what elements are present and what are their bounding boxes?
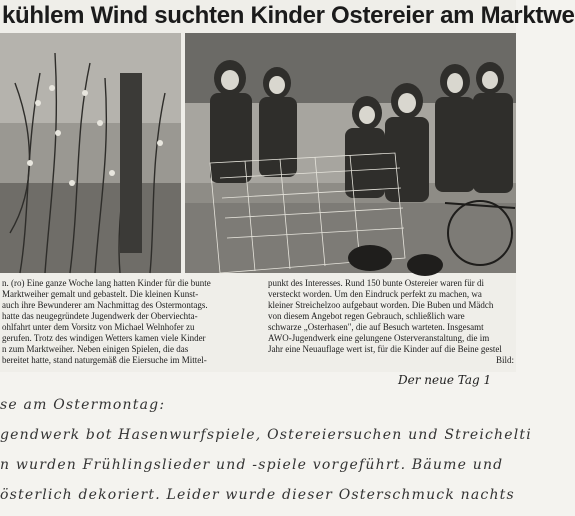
caption-line: AWO-Jugendwerk eine gelungene Osterveranstaltung, die im bbox=[268, 333, 490, 343]
caption-line: kleiner Streichelzoo aufgebaut worden. Die Buben und Mädch bbox=[268, 300, 494, 310]
caption-line: schwarze „Osterhasen", die auf Besuch warteten. Insgesamt bbox=[268, 322, 484, 332]
handwritten-line: gendwerk bot Hasenwurfspiele, Ostereiersuchen und Streichelti bbox=[0, 427, 532, 443]
caption-line: hatte das neugegründete Jugendwerk der Oberviechta- bbox=[2, 311, 198, 321]
caption-line: Marktweiher gemalt und gebastelt. Die kleinen Kunst- bbox=[2, 289, 199, 299]
handwritten-line: n wurden Frühlingslieder und -spiele vorgeführt. Bäume und bbox=[0, 457, 504, 473]
caption-line: punkt des Interesses. Rund 150 bunte Ostereier waren für di bbox=[268, 278, 484, 288]
handwritten-line: österlich dekoriert. Leider wurde dieser Osterschmuck nachts bbox=[0, 487, 515, 503]
photo-children-at-enclosure bbox=[185, 33, 516, 273]
photo-credit: Bild: bbox=[495, 355, 514, 365]
caption-column-right bbox=[268, 278, 516, 355]
caption-column-left bbox=[2, 278, 264, 366]
headline: kühlem Wind suchten Kinder Ostereier am Marktwe bbox=[2, 2, 575, 29]
caption-line: n. (ro) Eine ganze Woche lang hatten Kinder für die bunte bbox=[2, 278, 211, 288]
caption-line: versteckt worden. Um den Eindruck perfekt zu machen, wa bbox=[268, 289, 482, 299]
photo-willow-branches bbox=[0, 33, 181, 273]
handwritten-line: se am Ostermontag: bbox=[0, 397, 166, 413]
caption-line: bereitet hatte, stand naturgemäß die Eiersuche im Mittel- bbox=[2, 355, 207, 365]
caption-line: Jahr eine Neuauflage wert ist, für die Kinder auf die Beine gestel bbox=[268, 344, 502, 354]
caption-line: n zum Marktweiher. Neben einigen Spielen, die das bbox=[2, 344, 189, 354]
caption-line: von diesem Angebot regen Gebrauch, schließlich ware bbox=[268, 311, 465, 321]
newspaper-source: Der neue Tag 1 bbox=[398, 373, 492, 387]
caption-line: auch ihre Bewunderer am Nachmittag des Ostermontags. bbox=[2, 300, 208, 310]
caption-line: gerufen. Trotz des windigen Wetters kamen viele Kinder bbox=[2, 333, 206, 343]
handwritten-notes bbox=[0, 390, 532, 510]
caption-line: ohlfahrt unter dem Vorsitz von Michael Welnhofer zu bbox=[2, 322, 195, 332]
